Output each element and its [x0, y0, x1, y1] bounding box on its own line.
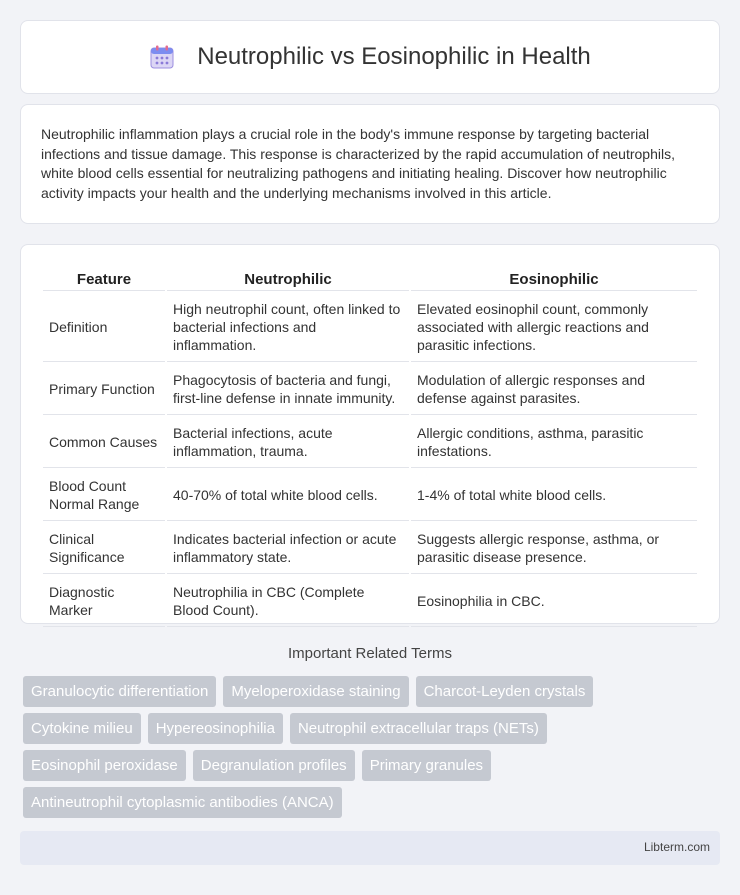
table-cell-eosinophilic: Suggests allergic response, asthma, or parasitic disease presence. — [411, 523, 697, 574]
table-row — [43, 364, 697, 415]
table-cell-feature: Blood Count Normal Range — [43, 470, 165, 521]
intro-card — [20, 104, 720, 224]
table-header-row — [43, 267, 697, 291]
table-row — [43, 293, 697, 362]
table-cell-feature: Primary Function — [43, 364, 165, 415]
related-term-tag[interactable]: Degranulation profiles — [193, 750, 355, 781]
column-header-eosinophilic: Eosinophilic — [411, 267, 697, 291]
table-cell-neutrophilic: High neutrophil count, often linked to bacterial infections and inflammation. — [167, 293, 409, 362]
table-cell-eosinophilic: Elevated eosinophil count, commonly associated with allergic reactions and parasitic infections. — [411, 293, 697, 362]
table-cell-eosinophilic: 1-4% of total white blood cells. — [411, 470, 697, 521]
table-card — [20, 244, 720, 624]
table-cell-feature: Clinical Significance — [43, 523, 165, 574]
table-cell-neutrophilic: Indicates bacterial infection or acute inflammatory state. — [167, 523, 409, 574]
related-terms-heading: Important Related Terms — [288, 645, 452, 662]
calendar-icon — [149, 44, 175, 70]
related-term-tag[interactable]: Hypereosinophilia — [148, 713, 283, 744]
table-cell-neutrophilic: Bacterial infections, acute inflammation, trauma. — [167, 417, 409, 468]
footer — [20, 831, 720, 865]
header-card — [20, 20, 720, 94]
related-term-tag[interactable]: Charcot-Leyden crystals — [416, 676, 594, 707]
table-cell-eosinophilic: Eosinophilia in CBC. — [411, 576, 697, 627]
related-term-tag[interactable]: Myeloperoxidase staining — [223, 676, 408, 707]
related-term-tag[interactable]: Eosinophil peroxidase — [23, 750, 186, 781]
related-terms-list — [23, 676, 703, 824]
column-header-feature: Feature — [43, 267, 165, 291]
table-cell-feature: Definition — [43, 293, 165, 362]
table-row — [43, 417, 697, 468]
intro-text: Neutrophilic inflammation plays a crucial role in the body's immune response by targeting bacterial infections and tissue damage. This response is characterized by the rapid accumulation of neutrophils, white blood cells essential for neutralizing pathogens and initiating healing. Discover how neutrophilic activity impacts your health and the underlying mechanisms involved in this article. — [41, 126, 675, 201]
table-cell-feature: Diagnostic Marker — [43, 576, 165, 627]
related-term-tag[interactable]: Antineutrophil cytoplasmic antibodies (ANCA) — [23, 787, 342, 818]
table-cell-feature: Common Causes — [43, 417, 165, 468]
table-cell-neutrophilic: Phagocytosis of bacteria and fungi, first-line defense in innate immunity. — [167, 364, 409, 415]
related-term-tag[interactable]: Cytokine milieu — [23, 713, 141, 744]
table-cell-neutrophilic: Neutrophilia in CBC (Complete Blood Count). — [167, 576, 409, 627]
footer-site-link[interactable]: Libterm.com — [643, 840, 710, 854]
table-cell-eosinophilic: Allergic conditions, asthma, parasitic infestations. — [411, 417, 697, 468]
related-term-tag[interactable]: Granulocytic differentiation — [23, 676, 216, 707]
related-term-tag[interactable]: Primary granules — [362, 750, 491, 781]
table-row — [43, 470, 697, 521]
table-row — [43, 523, 697, 574]
comparison-table — [41, 265, 699, 629]
table-cell-neutrophilic: 40-70% of total white blood cells. — [167, 470, 409, 521]
page-title: Neutrophilic vs Eosinophilic in Health — [197, 43, 591, 70]
table-row — [43, 576, 697, 627]
column-header-neutrophilic: Neutrophilic — [167, 267, 409, 291]
table-cell-eosinophilic: Modulation of allergic responses and defense against parasites. — [411, 364, 697, 415]
related-term-tag[interactable]: Neutrophil extracellular traps (NETs) — [290, 713, 547, 744]
